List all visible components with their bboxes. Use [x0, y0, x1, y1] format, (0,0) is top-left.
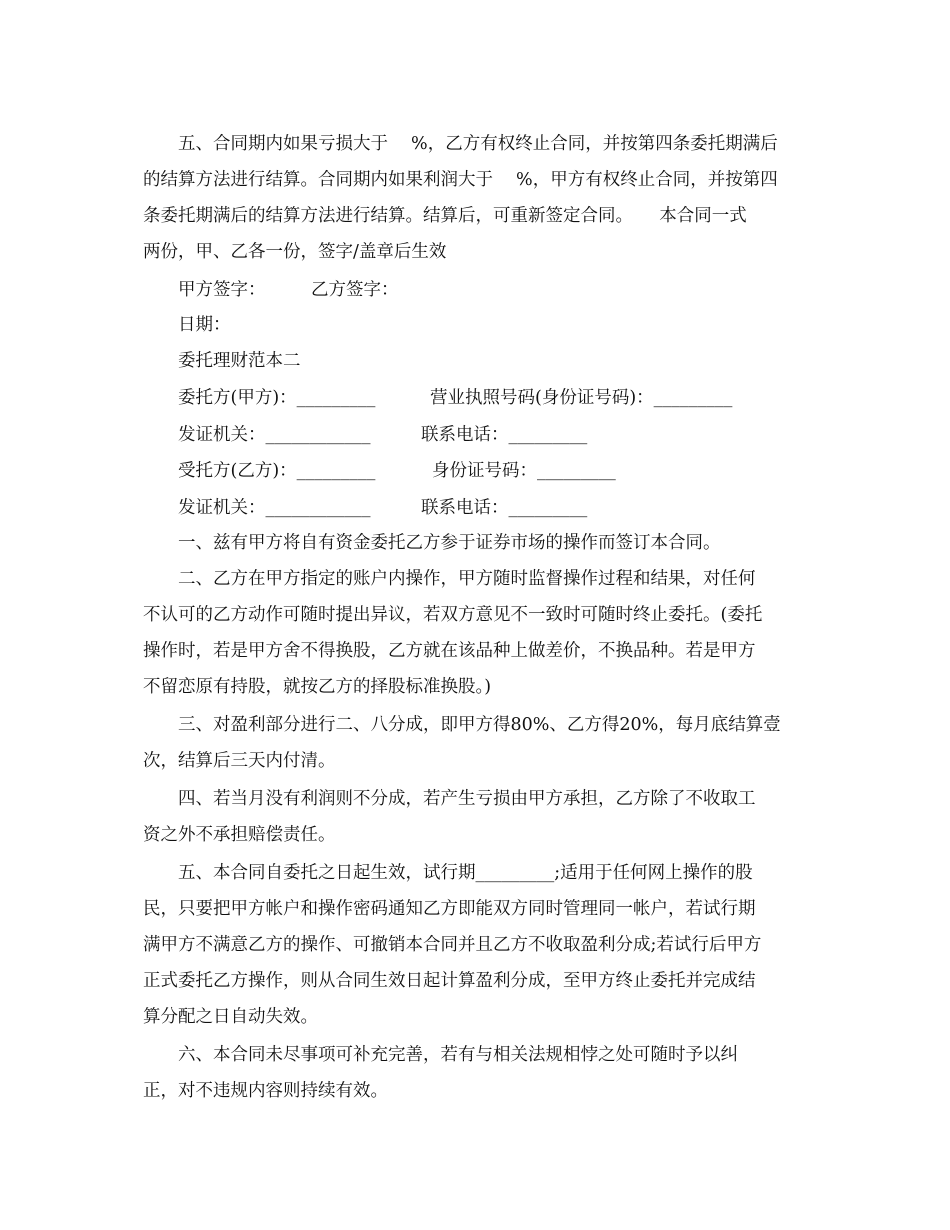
template-title: 委托理财范本二	[178, 351, 301, 371]
clause-2-line-4: 不留恋原有持股，就按乙方的择股标准换股。)	[143, 677, 492, 697]
clause-2-line-1: 二、乙方在甲方指定的账户内操作，甲方随时监督操作过程和结果，对任何	[178, 569, 756, 589]
license-number-field: 营业执照号码(身份证号码)：_________	[430, 388, 733, 408]
clause-3-line-2: 次，结算后三天内付清。	[143, 751, 336, 771]
issuing-authority-field-2: 发证机关：____________	[178, 498, 371, 518]
client-field: 委托方(甲方)：_________	[178, 388, 376, 408]
clause-5a-line-3: 条委托期满后的结算方法进行结算。结算后，可重新签定合同。 本合同一式	[143, 206, 747, 226]
clause-2-line-3: 操作时，若是甲方舍不得换股，乙方就在该品种上做差价，不换品种。若是甲方	[143, 641, 756, 661]
trustee-field: 受托方(乙方)：_________	[178, 461, 376, 481]
clause-6-line-2: 正，对不违规内容则持续有效。	[143, 1081, 388, 1101]
clause-5a-line-4: 两份，甲、乙各一份，签字/盖章后生效	[143, 242, 447, 262]
phone-field-2: 联系电话：_________	[421, 498, 588, 518]
id-number-field: 身份证号码：_________	[432, 461, 616, 481]
phone-field-1: 联系电话：_________	[421, 425, 588, 445]
clause-2-line-2: 不认可的乙方动作可随时提出异议，若双方意见不一致时可随时终止委托。(委托	[143, 605, 763, 625]
clause-3-line-1: 三、对盈利部分进行二、八分成，即甲方得80%、乙方得20%，每月底结算壹	[178, 715, 781, 735]
clause-5-line-5: 算分配之日自动失效。	[143, 1007, 318, 1027]
clause-5-line-2: 民，只要把甲方帐户和操作密码通知乙方即能双方同时管理同一帐户，若试行期	[143, 899, 756, 919]
clause-1-line-1: 一、兹有甲方将自有资金委托乙方参于证券市场的操作而签订本合同。	[178, 533, 721, 553]
clause-5a-line-1: 五、合同期内如果亏损大于 %，乙方有权终止合同，并按第四条委托期满后	[178, 134, 778, 154]
clause-5a-line-2: 的结算方法进行结算。合同期内如果利润大于 %，甲方有权终止合同，并按第四	[143, 170, 778, 190]
clause-5-line-1: 五、本合同自委托之日起生效，试行期_________;适用于任何网上操作的股	[178, 863, 753, 883]
clause-6-line-1: 六、本合同未尽事项可补充完善，若有与相关法规相悖之处可随时予以纠	[178, 1045, 738, 1065]
date-label: 日期：	[178, 315, 231, 335]
clause-5-line-4: 正式委托乙方操作，则从合同生效日起计算盈利分成，至甲方终止委托并完成结	[143, 971, 756, 991]
party-a-signature-label: 甲方签字：	[178, 280, 266, 300]
issuing-authority-field-1: 发证机关：____________	[178, 425, 371, 445]
party-b-signature-label: 乙方签字：	[311, 280, 399, 300]
clause-4-line-1: 四、若当月没有利润则不分成，若产生亏损由甲方承担，乙方除了不收取工	[178, 789, 756, 809]
clause-4-line-2: 资之外不承担赔偿责任。	[143, 825, 336, 845]
clause-5-line-3: 满甲方不满意乙方的操作、可撤销本合同并且乙方不收取盈利分成;若试行后甲方	[143, 935, 762, 955]
